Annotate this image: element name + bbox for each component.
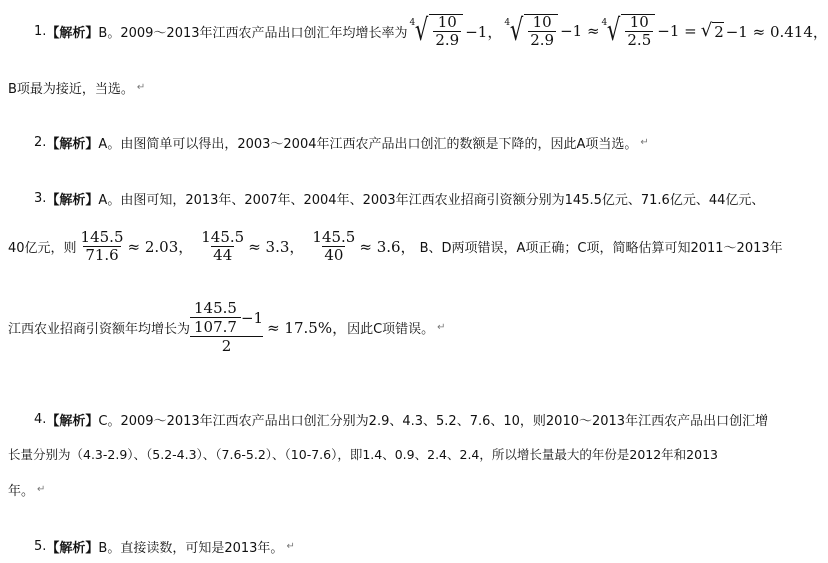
q3-frac-1: $\frac{145.5}{71.6}$: [80, 228, 124, 264]
q3-growth-fraction: $\frac{145.5}{107.7}$ −1 2: [190, 300, 263, 355]
q2-line: [34, 133, 649, 152]
q4-text-c: 年。: [8, 484, 35, 499]
q1-root-2: 4 √ $\frac{10}{2.9}$: [504, 14, 558, 48]
paragraph-mark: ↵: [37, 484, 46, 495]
q1-root-3: 4 √ $\frac{10}{2.5}$: [602, 14, 656, 48]
q3-frac-3: $\frac{145.5}{40}$: [312, 228, 356, 264]
q3-line-3: [8, 300, 446, 355]
q3-res-2: ≈ 3.3，: [248, 238, 305, 257]
q3-text-b: 40亿元，则: [8, 241, 77, 257]
q4-line-3: [8, 480, 45, 499]
q2-number: 2.: [34, 135, 47, 150]
q1-number: 1.: [34, 23, 47, 39]
q2-tag: 【解析】: [46, 137, 99, 152]
q1-m1: −1，: [465, 22, 503, 41]
q3-text-d: 江西农业招商引资额年均增长为: [8, 321, 191, 337]
q3-frac-2: $\frac{145.5}{44}$: [201, 228, 245, 264]
q4-number: 4.: [34, 412, 47, 427]
q1-sqrt: √ 2: [700, 20, 724, 42]
q1-root-1: 4 √ $\frac{10}{2.9}$: [410, 14, 464, 48]
q4-text-a: C。2009～2013年江西农产品出口创汇分别为2.9、4.3、5.2、7.6、10，则2010～2013年江西农产品出口创汇增: [98, 414, 769, 429]
q3-line-2: [8, 230, 783, 263]
q4-line-1: [34, 410, 768, 429]
q3-tag: 【解析】: [46, 193, 99, 208]
q3-res-1: ≈ 2.03，: [127, 238, 194, 257]
q1-line-1: [34, 14, 828, 48]
q1-m2: −1 ≈: [560, 22, 600, 41]
q4-line-2: [8, 445, 718, 463]
q1-m4: −1 ≈ 0.414，: [725, 22, 828, 41]
q2-text: A。由图简单可以得出，2003～2004年江西农产品出口创汇的数额是下降的，因此A项当选。: [98, 137, 638, 152]
q3-text-e: 因此C项错误。: [347, 321, 435, 337]
paragraph-mark: ↵: [437, 321, 446, 333]
q5-text: B。直接读数，可知是2013年。: [98, 541, 284, 556]
q1-text-a: B。2009～2013年江西农产品出口创汇年均增长率为: [98, 25, 408, 41]
q3-growth-result: ≈ 17.5%，: [267, 318, 348, 337]
q5-line: [34, 537, 295, 556]
paragraph-mark: ↵: [286, 541, 295, 552]
q1-text-b: B项最为接近，当选。: [8, 82, 134, 97]
paragraph-mark: ↵: [640, 137, 649, 148]
q5-number: 5.: [34, 539, 47, 554]
q3-res-3: ≈ 3.6，: [359, 238, 416, 257]
q3-line-1: [34, 189, 764, 208]
q3-text-c: B、D两项错误，A项正确；C项，简略估算可知2011～2013年: [419, 241, 783, 257]
q3-number: 3.: [34, 191, 47, 206]
q4-tag: 【解析】: [46, 414, 99, 429]
paragraph-mark: ↵: [136, 82, 146, 93]
q1-line-2: [8, 78, 145, 97]
q3-text-a: A。由图可知，2013年、2007年、2004年、2003年江西农业招商引资额分别为145.5亿元、71.6亿元、44亿元、: [98, 193, 765, 208]
q4-text-b: 长量分别为（4.3-2.9）、（5.2-4.3）、（7.6-5.2）、（10-7.6），即1.4、0.9、2.4、2.4，所以增长量最大的年份是2012年和2013: [8, 447, 718, 462]
q5-tag: 【解析】: [46, 541, 99, 556]
q1-tag: 【解析】: [46, 25, 99, 41]
q1-m3: −1 =: [657, 22, 697, 41]
